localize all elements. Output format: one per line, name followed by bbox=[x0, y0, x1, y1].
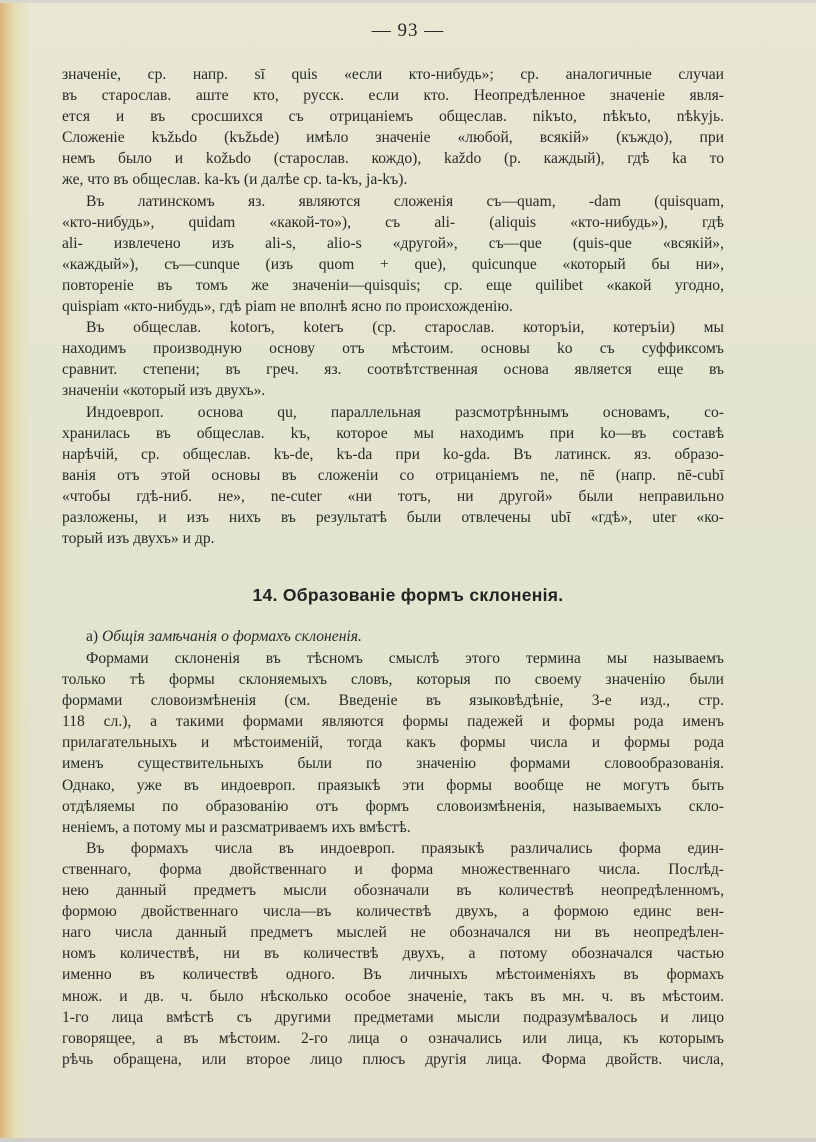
text-line: «кто-нибудь», quidam «какой-то»), съ ali- (aliquis «кто-нибудь»), гдѣ bbox=[62, 213, 724, 231]
text-line: 1-го лица вмѣстѣ съ другими предметами мысли подразумѣвалось и лицо bbox=[62, 1008, 724, 1026]
text-line: номъ количествѣ, ни въ количествѣ двухъ, а потому обозначался частью bbox=[62, 945, 724, 963]
page-number: — 93 — bbox=[371, 20, 445, 41]
text-line: множ. и дв. ч. было нѣсколько особое значеніе, такъ въ мн. ч. въ мѣстоим. bbox=[62, 987, 724, 1005]
text-line: нею данный предметъ мысли обозначали въ количествѣ неопредѣленномъ, bbox=[62, 882, 724, 900]
text-line: неніемъ, а потому мы и разсматриваемъ ихъ вмѣстѣ. bbox=[62, 818, 411, 836]
text-line: немъ было и kožьdo (старослав. кождо), každo (р. каждый), гдѣ ka то bbox=[62, 150, 724, 168]
subheading bbox=[62, 626, 724, 647]
text-line: ется и въ сросшихся съ отрицаніемъ общеслав. nikъto, nѣkъto, nѣkyjь. bbox=[62, 108, 724, 126]
text-line: наго числа данный предметъ мыслей не обозначался ни въ неопредѣлен- bbox=[62, 924, 724, 942]
text-line: Въ латинскомъ яз. являются сложенія съ—quam, -dam (quisquam, bbox=[86, 192, 724, 210]
text-line: Однако, уже въ индоевроп. праязыкѣ эти формы вообще не могутъ быть bbox=[62, 776, 724, 794]
text-line: рѣчь обращена, или второе лицо плюсъ другія лица. Форма двойств. числа, bbox=[62, 1050, 724, 1068]
text-line: хранилась въ общеслав. kъ, которое мы находимъ при ko—въ составѣ bbox=[62, 424, 724, 442]
text-line: «чтобы гдѣ-ниб. не», ne-cuter «ни тотъ, ни другой» были неправильно bbox=[62, 487, 724, 505]
subheading-title: Общія замѣчанія о формахъ склоненія. bbox=[102, 628, 362, 645]
text-line: повтореніе въ томъ же значеніи—quisquis; ср. еще quilibet «какой угодно, bbox=[62, 276, 724, 294]
text-line: quispiam «кто-нибудь», гдѣ piam не вполнѣ ясно по происхожденію. bbox=[62, 298, 513, 316]
text-line: Индоевроп. основа qu, параллельная разсмотрѣннымъ основамъ, со- bbox=[86, 403, 724, 421]
text-line: ственнаго, форма двойственнаго и форма множественнаго числа. Послѣд- bbox=[62, 860, 724, 878]
text-line: Въ общеслав. kotorъ, koterъ (ср. старослав. которъіи, котеръіи) мы bbox=[86, 319, 724, 337]
page-bottom-edge bbox=[0, 1138, 816, 1142]
text-line: формою двойственнаго числа—въ количествѣ двухъ, а формою единс вен- bbox=[62, 903, 724, 921]
text-line: формами словоизмѣненія (см. Введеніе въ языковѣдѣніе, 3-е изд., стр. bbox=[62, 692, 724, 710]
text-line: ali- извлечено изъ ali-s, alio-s «другой», съ—que (quis-que «всякій», bbox=[62, 234, 724, 252]
section-heading: 14. Образованіе формъ склоненія. bbox=[252, 585, 564, 605]
subheading-line bbox=[62, 626, 724, 647]
text-line: «каждый»), съ—cunque (изъ quom + que), quicunque «который бы ни», bbox=[62, 255, 724, 273]
text-line: отдѣляемы по образованію отъ формъ словоизмѣненія, называемыхъ скло- bbox=[62, 797, 724, 815]
text-line: въ старослав. аште кто, русск. если кто. Неопредѣленное значеніе явля- bbox=[62, 87, 724, 105]
text-line: Сложеніе kъžьdo (kъžьde) имѣло значеніе «любой, всякій» (къждо), при bbox=[62, 129, 724, 147]
text-line: значеніи «который изъ двухъ». bbox=[62, 382, 266, 400]
text-line: только тѣ формы склоняемыхъ словъ, которыя по своему значенію были bbox=[62, 671, 724, 689]
text-line: 118 сл.), а такими формами являются формы падежей и формы рода именъ bbox=[62, 713, 724, 731]
text-line: прилагательныхъ и мѣстоименій, тогда какъ формы числа и формы рода bbox=[62, 734, 724, 752]
text-line: значеніе, ср. напр. sī quis «если кто-нибудь»; ср. аналогичные случаи bbox=[62, 66, 724, 83]
text-line: Формами склоненія въ тѣсномъ смыслѣ этого термина мы называемъ bbox=[86, 650, 724, 667]
text-line: же, что въ общеслав. ka-kъ (и далѣе ср. ta-kъ, ja-kъ). bbox=[62, 171, 408, 189]
text-line: говорящее, а въ мѣстоим. 2-го лица о означались или лица, къ которымъ bbox=[62, 1029, 724, 1047]
page-top-edge bbox=[0, 0, 816, 3]
text-line: разложены, и изъ нихъ въ результатѣ были отвлечены ubī «гдѣ», uter «ко- bbox=[62, 508, 724, 526]
text-line: именно въ количествѣ одного. Въ личныхъ мѣстоименіяхъ въ формахъ bbox=[62, 966, 724, 984]
subheading-marker: а) bbox=[86, 628, 99, 645]
body-text-section-14 bbox=[62, 648, 724, 1070]
text-line: находимъ производную основу отъ мѣстоим. основы ko съ суффиксомъ bbox=[62, 340, 724, 358]
text-line: сравнит. степени; въ греч. яз. соотвѣтственная основа является еще въ bbox=[62, 361, 724, 379]
body-text-top bbox=[62, 64, 724, 549]
text-line: именъ существительныхъ были по значенію формами словообразованія. bbox=[62, 755, 724, 773]
text-line: ванія отъ этой основы въ сложеніи со отрицаніемъ ne, nē (напр. nē-cubī bbox=[62, 466, 724, 484]
text-line: нарѣчій, ср. общеслав. kъ-de, kъ-da при ko-gda. Въ латинск. яз. образо- bbox=[62, 445, 724, 463]
text-line: торый изъ двухъ» и др. bbox=[62, 530, 215, 548]
text-line: Въ формахъ числа въ индоевроп. праязыкѣ различались форма един- bbox=[86, 839, 724, 857]
